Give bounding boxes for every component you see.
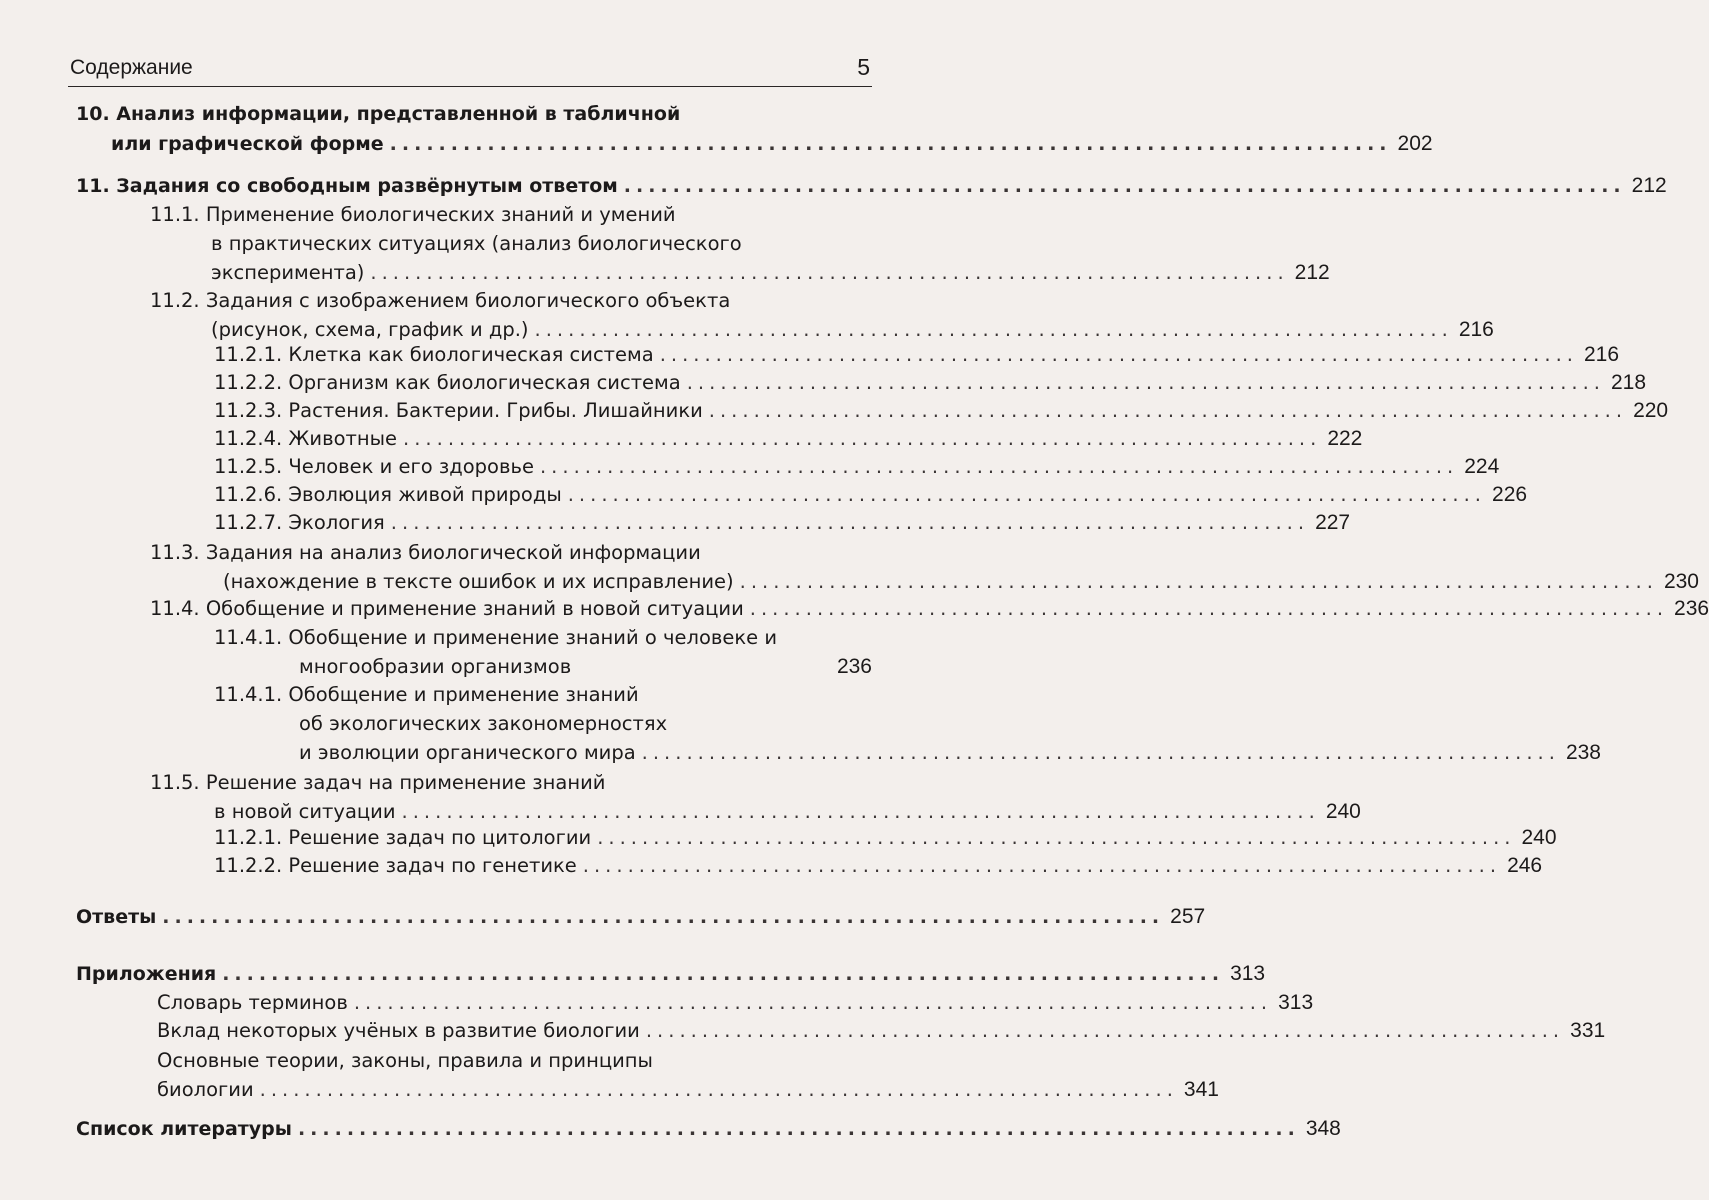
toc-entry [214,852,1543,879]
toc-entry-text: 11.2.5. Человек и его здоровье [214,455,534,478]
dot-leader: .................................................................................. [403,427,1322,450]
toc-page-number: 222 [1327,427,1363,450]
toc-entry-text: 11.2.1. Решение задач по цитологии [214,826,592,849]
toc-entry-text: 11.4. Обобщение и применение знаний в новой ситуации [150,597,744,620]
toc-entry [157,1017,1606,1044]
toc-entry-text: или графической форме [111,133,384,155]
dot-leader: .................................................................................. [401,800,1320,823]
toc-entry-text: 11.2.3. Растения. Бактерии. Грибы. Лишайники [214,399,703,422]
toc-entry-text: в практических ситуациях (анализ биологического [211,232,742,255]
toc-entry [76,1115,1341,1143]
dot-leader: .................................................................................. [659,343,1578,366]
dot-leader: .................................................................................. [370,261,1289,284]
toc-entry [214,509,1351,536]
toc-page-number: 218 [1611,371,1647,394]
dot-leader: .................................................................................. [582,854,1502,877]
toc-entry-text: (нахождение в тексте ошибок и их исправление) [223,570,734,593]
dot-leader: .................................................................................. [390,511,1310,534]
toc-entry-text: 11.4.1. Обобщение и применение знаний о человеке и [214,626,778,649]
toc-entry-text: 11.4.1. Обобщение и применение знаний [214,683,639,706]
toc-entry-text: 11.2.1. Клетка как биологическая система [214,343,654,366]
dot-leader: .................................................................................. [623,175,1626,197]
toc-entry-text: эксперимента) [211,261,365,284]
toc-entry [214,369,1647,396]
toc-page-number: 216 [1583,343,1620,366]
dot-leader: .................................................................................. [353,991,1273,1014]
toc-entry-text: в новой ситуации [214,800,396,823]
dot-leader: .................................................................................. [539,455,1459,478]
dot-leader: .................................................................................. [259,1078,1178,1101]
toc-page-number: 240 [1521,826,1557,849]
toc-entry [214,680,1601,767]
toc-entry-text: об экологических закономерностях [299,712,668,735]
toc-entry [76,172,1667,200]
toc-entry [76,960,1266,988]
toc-page-number: 238 [1565,741,1601,764]
toc-entry-text: Ответы [76,906,157,928]
toc-page-number: 246 [1507,854,1543,877]
dot-leader: .................................................................................. [534,318,1453,341]
toc-page-number: 341 [1183,1078,1219,1101]
toc-entry-text: 10. Анализ информации, представленной в табличной [76,103,681,125]
toc-entry-text: многообразии организмов [299,655,572,678]
dot-leader: .................................................................................. [162,906,1165,928]
toc-page-number: 257 [1170,905,1206,928]
toc-entry-text: и эволюции органического мира [299,741,636,764]
toc-entry [214,453,1500,480]
toc-page-number: 348 [1305,1117,1341,1140]
dot-leader: .................................................................................. [645,1019,1565,1042]
toc-entry-text: биологии [157,1078,254,1101]
toc-entry-text: 11.3. Задания на анализ биологической информации [150,541,701,564]
header-page-number: 5 [857,54,870,80]
toc-entry-text: 11.2.6. Эволюция живой природы [214,483,562,506]
toc-page-number: 230 [1663,570,1699,593]
toc-page-number: 212 [1294,261,1330,284]
dot-leader: .................................................................................. [297,1118,1300,1140]
dot-leader: .................................................................................. [389,133,1392,155]
toc-entry-text: 11.2.2. Решение задач по генетике [214,854,577,877]
toc-page-number: 216 [1458,318,1494,341]
toc-entry [157,989,1314,1016]
toc-entry-text: Приложения [76,963,217,985]
toc-entry [150,200,1330,287]
toc-page-number: 331 [1570,1019,1606,1042]
dot-leader: .................................................................................. [567,483,1487,506]
toc-page-number: 224 [1464,455,1500,478]
toc-entry-text: 11.2.7. Экология [214,511,385,534]
dot-leader: .................................................................................. [597,826,1516,849]
toc-page-number: 236 [1674,597,1709,620]
toc-page-number: 227 [1315,511,1351,534]
dot-leader: .................................................................................. [739,570,1658,593]
toc-page-number: 236 [836,655,872,678]
toc-entry-text: 11.1. Применение биологических знаний и умений [150,203,676,226]
toc-entry-text: Словарь терминов [157,991,348,1014]
toc-entry-text: 11.2.2. Организм как биологическая система [214,371,681,394]
toc-entry [150,768,1361,826]
toc-entry [214,481,1528,508]
toc-entry [150,595,1709,622]
dot-leader: .................................................................................. [222,963,1225,985]
toc-entry [76,100,1433,159]
section-title: Содержание [70,56,193,79]
dot-leader: .................................................................................. [686,371,1605,394]
toc-entry [214,341,1620,368]
toc-page-number: 212 [1631,174,1667,197]
toc-entry [76,903,1206,931]
toc-page-number: 226 [1492,483,1528,506]
toc-entry [150,538,1699,596]
toc-page-number: 202 [1397,132,1433,155]
dot-leader: .................................................................................. [749,597,1669,620]
dot-leader: .................................................................................. [708,399,1628,422]
toc-page-number: 313 [1230,962,1266,985]
toc-entry-text: 11.2.4. Животные [214,427,398,450]
toc-entry [214,397,1669,424]
toc-entry [214,824,1557,851]
toc-page-number: 220 [1633,399,1669,422]
toc-entry-text: 11.2. Задания с изображением биологического объекта [150,289,731,312]
toc-entry-text: 11. Задания со свободным развёрнутым ответом [76,175,618,197]
toc-entry [214,623,872,681]
toc-entry-text: Список литературы [76,1118,292,1140]
dot-leader: .................................................................................. [641,741,1560,764]
toc-entry-text: 11.5. Решение задач на применение знаний [150,771,606,794]
toc-page-number: 313 [1278,991,1314,1014]
toc-page-number: 240 [1325,800,1361,823]
toc-entry-text: Основные теории, законы, правила и принципы [157,1049,653,1072]
toc-entry-text: (рисунок, схема, график и др.) [211,318,529,341]
toc-entry [214,425,1363,452]
toc-entry-text: Вклад некоторых учёных в развитие биологии [157,1019,640,1042]
toc-entry [150,286,1494,344]
toc-entry [157,1046,1219,1104]
